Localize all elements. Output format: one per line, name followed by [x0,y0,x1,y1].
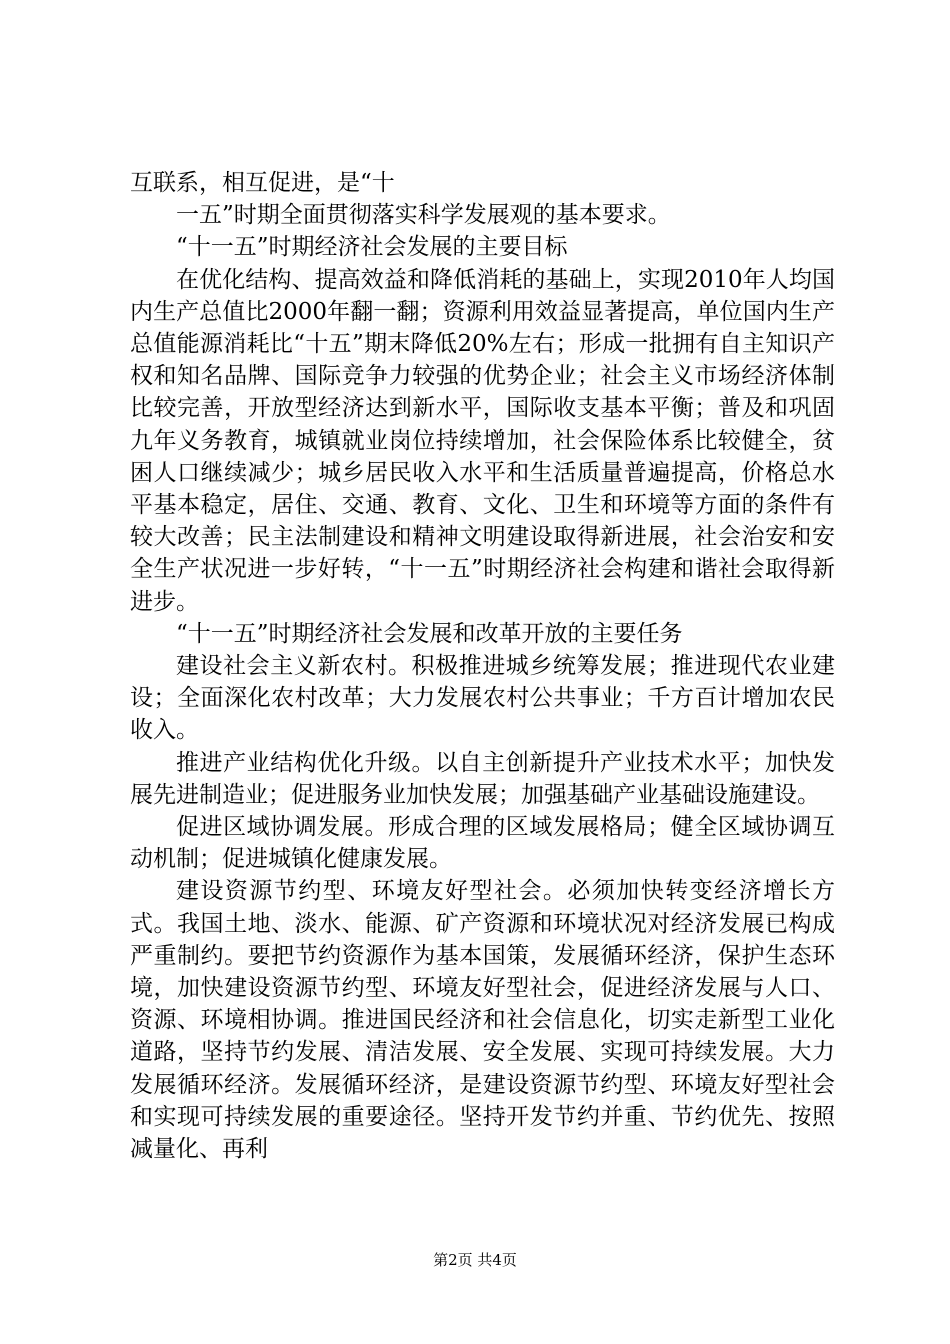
paragraph-industry-upgrade: 推进产业结构优化升级。以自主创新提升产业技术水平；加快发展先进制造业；促进服务业加快发展；加强基础产业基础设施建设。 [130,749,835,808]
paragraph-new-countryside: 建设社会主义新农村。积极推进城乡统筹发展；推进现代农业建设；全面深化农村改革；大力发展农村公共事业；千方百计增加农民收入。 [130,653,835,744]
paragraph-regional-development: 促进区域协调发展。形成合理的区域发展格局；健全区域协调互动机制；促进城镇化健康发展。 [130,814,835,873]
page-footer [0,1250,950,1270]
paragraph-continuation-end: 一五”时期全面贯彻落实科学发展观的基本要求。 [176,202,671,229]
paragraph-continuation: 互联系，相互促进，是“十 [130,170,395,196]
section-heading-goals: “十一五”时期经济社会发展的主要目标 [176,234,568,261]
document-body [130,167,835,1165]
paragraph-resource-saving: 建设资源节约型、环境友好型社会。必须加快转变经济增长方式。我国土地、淡水、能源、矿产资源和环境状况对经济发展已构成严重制约。要把节约资源作为基本国策，发展循环经济，保护生态环境，加快建设资源节约型、环境友好型社会，促进经济发展与人口、资源、环境相协调。推进国民经济和社会信息化，切实走新型工业化道路，坚持节约发展、清洁发展、安全发展、实现可持续发展。大力发展循环经济。发展循环经济，是建设资源节约型、环境友好型社会和实现可持续发展的重要途径。坚持开发节约并重、节约优先、按照减量化、再利 [130,878,835,1163]
section-heading-tasks: “十一五”时期经济社会发展和改革开放的主要任务 [176,620,683,647]
page-number: 第2页 共4页 [433,1251,517,1269]
paragraph-goals: 在优化结构、提高效益和降低消耗的基础上，实现2010年人均国内生产总值比2000年翻一翻；资源利用效益显著提高，单位国内生产总值能源消耗比“十五”期末降低20%左右；形成一批拥有自主知识产权和知名品牌、国际竞争力较强的优势企业；社会主义市场经济体制比较完善，开放型经济达到新水平，国际收支基本平衡；普及和巩固九年义务教育，城镇就业岗位持续增加，社会保险体系比较健全，贫困人口继续减少；城乡居民收入水平和生活质量普遍提高，价格总水平基本稳定，居住、交通、教育、文化、卫生和环境等方面的条件有较大改善；民主法制建设和精神文明建设取得新进展，社会治安和安全生产状况进一步好转，“十一五”时期经济社会构建和谐社会取得新进步。 [130,266,835,615]
